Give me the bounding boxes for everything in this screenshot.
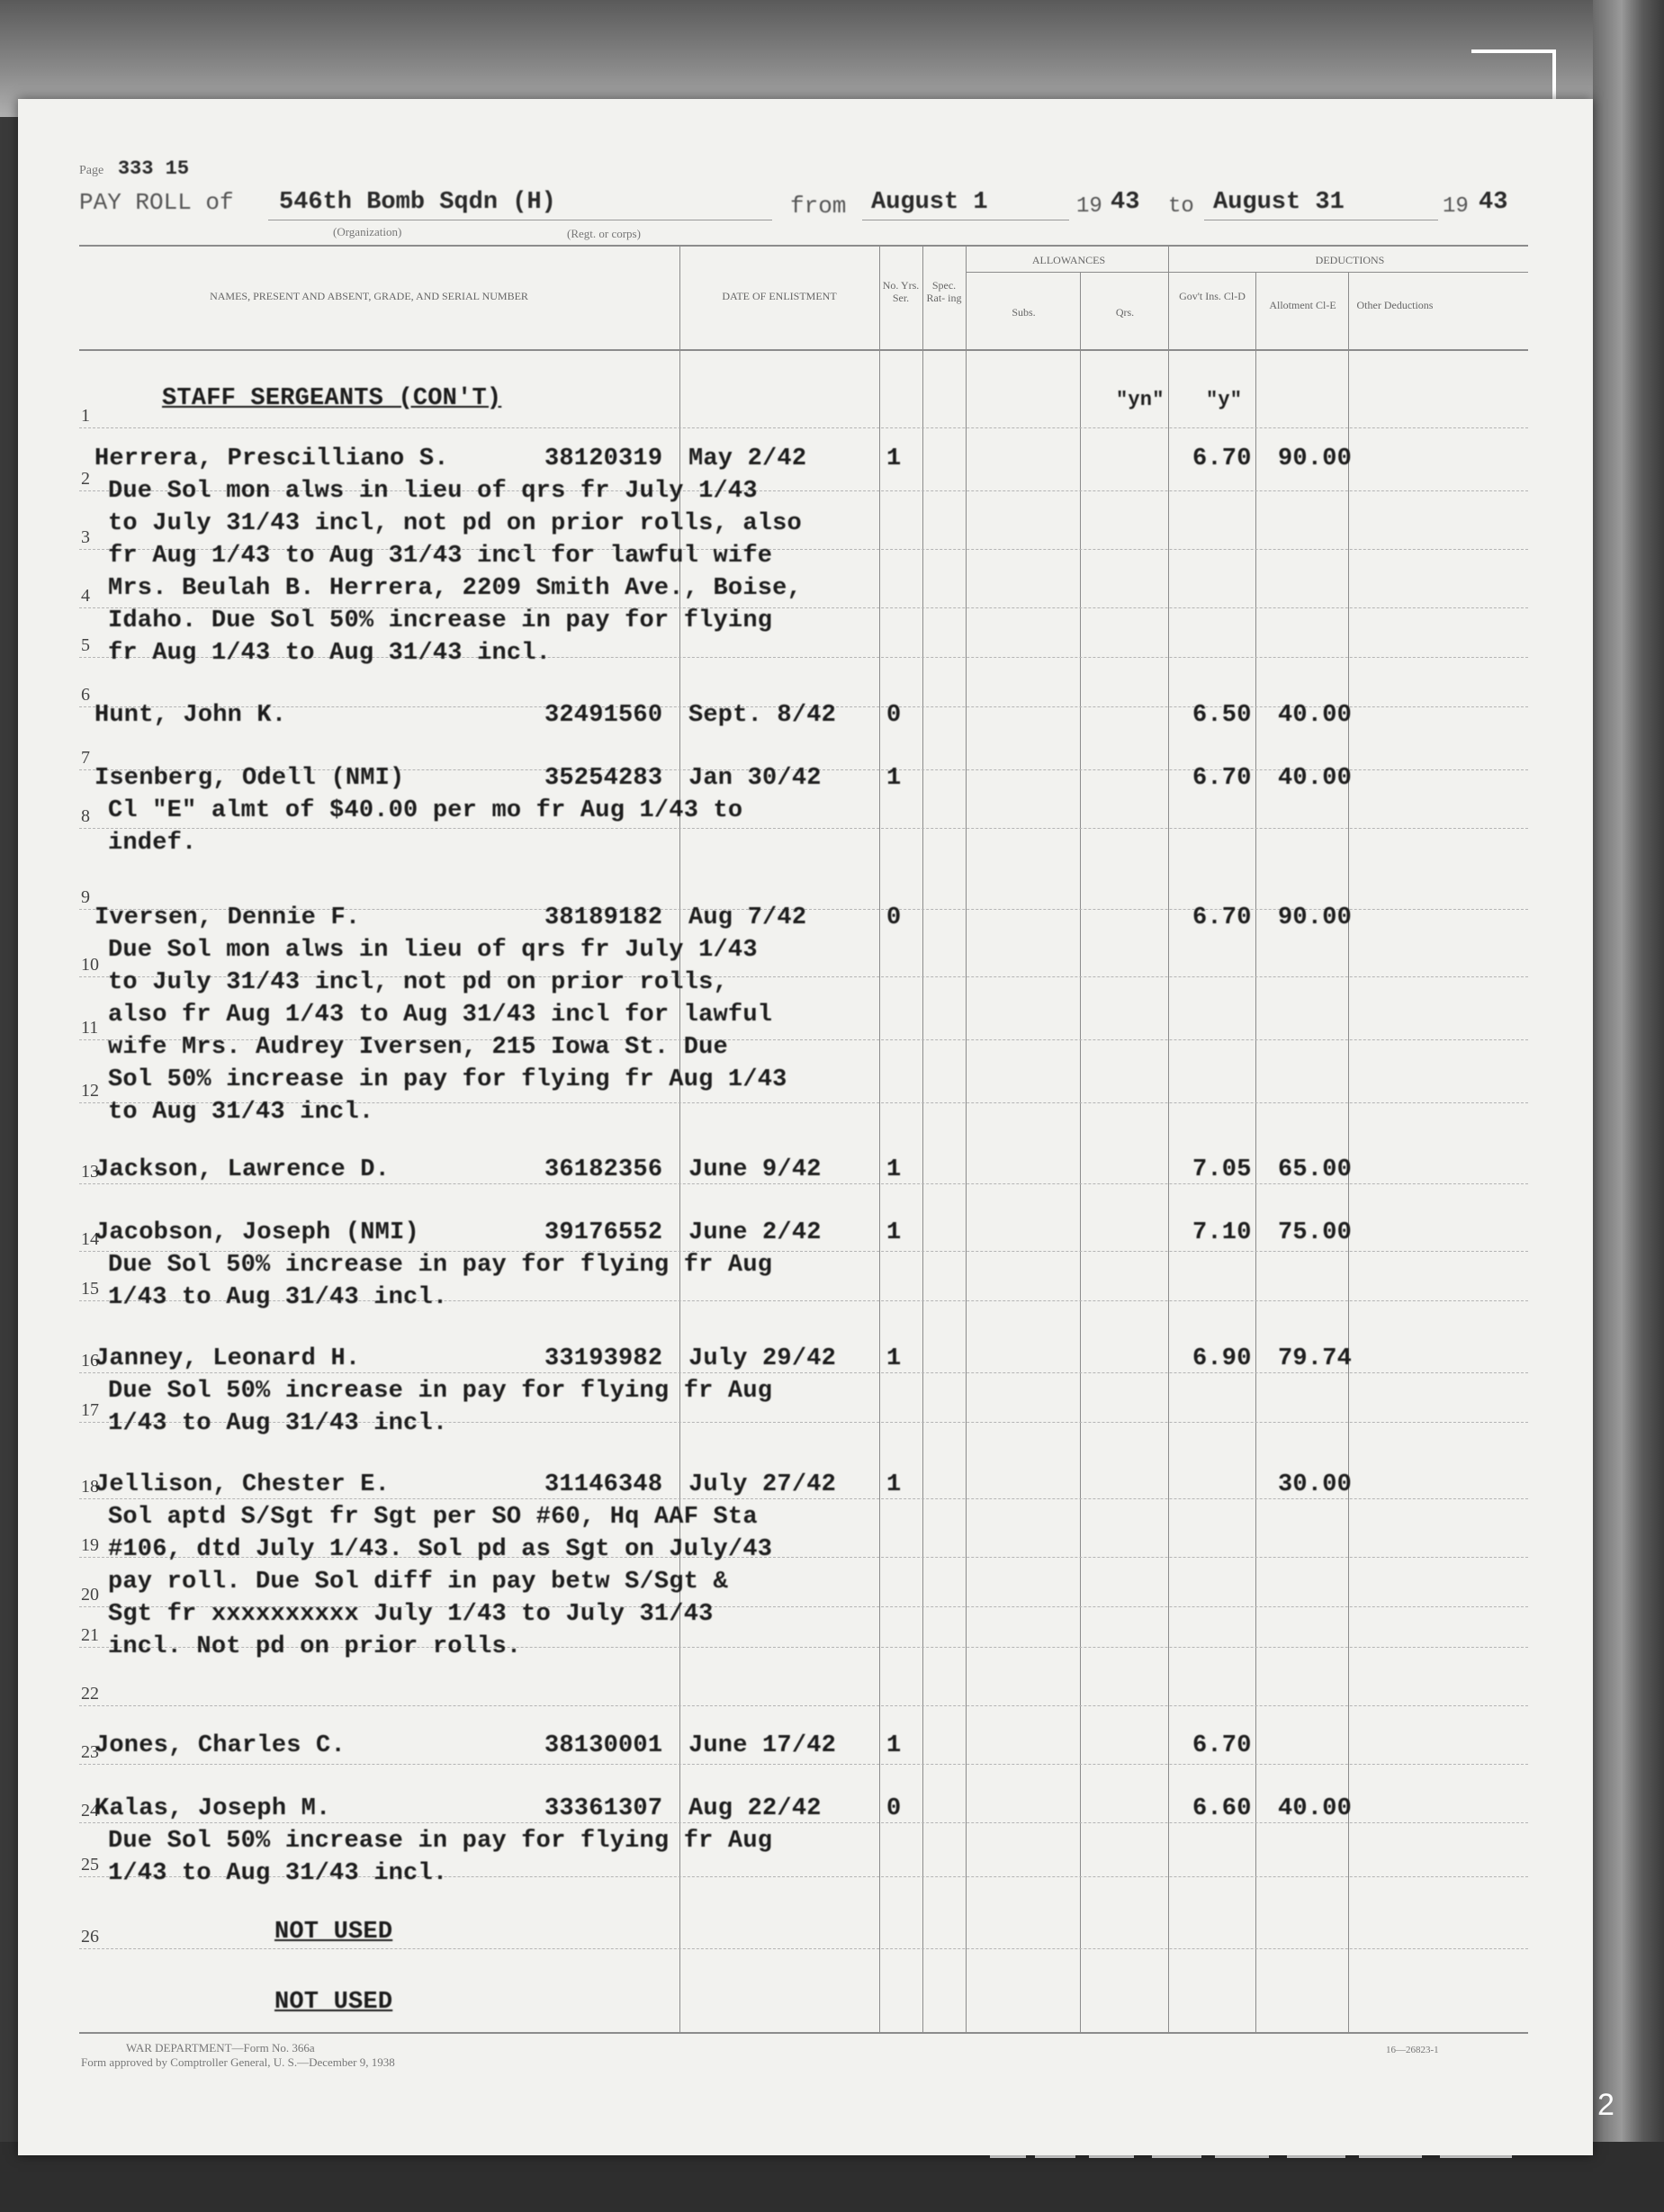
remark-line: Due Sol 50% increase in pay for flying fr Aug <box>108 1252 773 1279</box>
line-number: 2 <box>81 469 90 489</box>
serial-number: 33193982 <box>544 1345 663 1372</box>
remark-line: Idaho. Due Sol 50% increase in pay for flying <box>108 607 773 634</box>
enlistment-date: Sept. 8/42 <box>688 702 837 729</box>
serial-number: 38120319 <box>544 445 663 472</box>
govt-insurance-amount: 6.70 <box>1192 1732 1252 1759</box>
line-number: 17 <box>81 1400 99 1420</box>
sheet-number: 2 <box>1597 2088 1615 2122</box>
serial-number: 38130001 <box>544 1732 663 1759</box>
year-prefix-1: 19 <box>1076 194 1102 219</box>
page-label-row <box>79 157 189 180</box>
enlistment-date: July 29/42 <box>688 1345 837 1372</box>
line-number: 24 <box>81 1801 99 1821</box>
remark-line: Mrs. Beulah B. Herrera, 2209 Smith Ave., Boise, <box>108 575 802 602</box>
ruled-line <box>79 1948 1528 1949</box>
remark-line: Sgt fr xxxxxxxxxx July 1/43 to July 31/43 <box>108 1601 714 1628</box>
col-spec-rating-header: Spec. Rat- ing <box>926 279 962 304</box>
not-used-line-25: NOT USED <box>274 1919 393 1946</box>
ruled-line <box>79 828 1528 829</box>
serial-number: 31146348 <box>544 1471 663 1498</box>
table-bottom-border <box>79 2032 1528 2034</box>
col-allotment-header: Allotment Cl-E <box>1269 299 1336 311</box>
enlistment-date: Aug 7/42 <box>688 904 807 931</box>
deductions-sub-border <box>1168 272 1528 273</box>
years-service: 0 <box>886 1795 902 1822</box>
years-service: 0 <box>886 904 902 931</box>
not-used-line-26: NOT USED <box>274 1989 393 2016</box>
remark-line: wife Mrs. Audrey Iversen, 215 Iowa St. Due <box>108 1034 728 1061</box>
remark-line: Due Sol mon alws in lieu of qrs fr July 1/43 <box>108 937 758 964</box>
enlistment-date: July 27/42 <box>688 1471 837 1498</box>
scan-background-right <box>1593 0 1664 2212</box>
remark-line: also fr Aug 1/43 to Aug 31/43 incl for lawful <box>108 1002 773 1029</box>
serial-number: 32491560 <box>544 702 663 729</box>
enlistment-date: May 2/42 <box>688 445 807 472</box>
line-number: 12 <box>81 1081 99 1101</box>
remark-line: Due Sol 50% increase in pay for flying fr Aug <box>108 1378 773 1405</box>
col-deductions-header: DEDUCTIONS <box>1315 254 1385 266</box>
soldier-name: Herrera, Prescilliano S. <box>94 445 449 472</box>
allotment-amount: 79.74 <box>1278 1345 1353 1372</box>
col-enlistment-header: DATE OF ENLISTMENT <box>722 290 837 302</box>
payroll-header <box>79 189 1537 225</box>
enlistment-date: June 2/42 <box>688 1219 822 1246</box>
years-service: 1 <box>886 1156 902 1183</box>
enlistment-date: June 9/42 <box>688 1156 822 1183</box>
payroll-sheet <box>18 99 1593 2155</box>
corps-caption: (Regt. or corps) <box>567 227 641 240</box>
year-1: 43 <box>1111 189 1140 216</box>
govt-insurance-amount: 6.70 <box>1192 765 1252 792</box>
column-divider <box>879 245 880 2034</box>
soldier-name: Kalas, Joseph M. <box>94 1795 331 1822</box>
years-service: 1 <box>886 1471 902 1498</box>
line-number: 9 <box>81 887 90 907</box>
ruled-line <box>79 1705 1528 1706</box>
soldier-name: Jellison, Chester E. <box>94 1471 391 1498</box>
enlistment-date: June 17/42 <box>688 1732 837 1759</box>
col-subs-header: Subs. <box>1012 306 1036 319</box>
govt-insurance-amount: 6.50 <box>1192 702 1252 729</box>
enlistment-date: Jan 30/42 <box>688 765 822 792</box>
soldier-name: Isenberg, Odell (NMI) <box>94 765 405 792</box>
col-qrs-header: Qrs. <box>1115 306 1135 319</box>
govt-insurance-amount: 7.10 <box>1192 1219 1252 1246</box>
ruled-line <box>79 1822 1528 1823</box>
ruled-line <box>79 427 1528 428</box>
remark-line: pay roll. Due Sol diff in pay betw S/Sgt & <box>108 1569 728 1596</box>
serial-number: 39176552 <box>544 1219 663 1246</box>
years-service: 0 <box>886 702 902 729</box>
line-number: 18 <box>81 1477 99 1497</box>
column-divider <box>1080 272 1081 2034</box>
payroll-title: PAY ROLL of <box>79 189 234 216</box>
govt-insurance-amount: 6.60 <box>1192 1795 1252 1822</box>
remark-line: #106, dtd July 1/43. Sol pd as Sgt on July/43 <box>108 1536 773 1563</box>
line-number: 5 <box>81 635 90 655</box>
line-number: 6 <box>81 685 90 705</box>
line-number: 19 <box>81 1535 99 1555</box>
soldier-name: Hunt, John K. <box>94 702 287 729</box>
remark-line: Cl "E" almt of $40.00 per mo fr Aug 1/43 to <box>108 797 743 824</box>
soldier-name: Janney, Leonard H. <box>94 1345 361 1372</box>
soldier-name: Iversen, Dennie F. <box>94 904 361 931</box>
year-prefix-2: 19 <box>1443 194 1469 219</box>
print-code: 16—26823-1 <box>1386 2045 1439 2055</box>
remark-line: Sol aptd S/Sgt fr Sgt per SO #60, Hq AAF Sta <box>108 1504 758 1531</box>
page-number: 333 15 <box>117 157 190 180</box>
serial-number: 35254283 <box>544 765 663 792</box>
form-number: WAR DEPARTMENT—Form No. 366a <box>126 2041 315 2055</box>
remark-line: to July 31/43 incl, not pd on prior rolls, <box>108 969 728 996</box>
ruled-line <box>79 1372 1528 1373</box>
remark-line: fr Aug 1/43 to Aug 31/43 incl. <box>108 640 552 667</box>
remark-line: indef. <box>108 830 197 857</box>
remark-line: Sol 50% increase in pay for flying fr Aug 1/43 <box>108 1066 787 1093</box>
line-number: 3 <box>81 527 90 547</box>
ruled-line <box>79 1764 1528 1765</box>
remark-line: to July 31/43 incl, not pd on prior rolls, also <box>108 510 802 537</box>
col-years-header: No. Yrs. Ser. <box>882 279 920 304</box>
years-service: 1 <box>886 1732 902 1759</box>
column-divider <box>1255 272 1256 2034</box>
line-number: 11 <box>81 1018 99 1038</box>
allotment-amount: 90.00 <box>1278 445 1353 472</box>
years-service: 1 <box>886 445 902 472</box>
column-divider <box>1168 245 1169 2034</box>
page-label: Page <box>79 164 104 177</box>
govt-insurance-amount: 7.05 <box>1192 1156 1252 1183</box>
line-number: 1 <box>81 406 90 426</box>
ruled-line <box>79 1498 1528 1499</box>
line-number: 13 <box>81 1162 99 1182</box>
allotment-amount: 65.00 <box>1278 1156 1353 1183</box>
organization: 546th Bomb Sqdn (H) <box>279 189 556 216</box>
column-divider <box>966 245 967 2034</box>
line-number: 23 <box>81 1742 99 1762</box>
year-2: 43 <box>1479 189 1508 216</box>
remark-line: incl. Not pd on prior rolls. <box>108 1633 522 1660</box>
govt-insurance-amount: 6.90 <box>1192 1345 1252 1372</box>
remark-line: Due Sol mon alws in lieu of qrs fr July 1/43 <box>108 478 758 505</box>
table-top-border <box>79 245 1528 247</box>
line-number: 8 <box>81 806 90 826</box>
years-service: 1 <box>886 765 902 792</box>
line-number: 26 <box>81 1927 99 1947</box>
line-number: 15 <box>81 1279 99 1299</box>
allotment-amount: 75.00 <box>1278 1219 1353 1246</box>
col-other-header: Other Deductions <box>1356 299 1434 311</box>
remark-line: 1/43 to Aug 31/43 incl. <box>108 1860 448 1887</box>
column-divider <box>922 245 923 2034</box>
line-number: 14 <box>81 1229 99 1249</box>
line-number: 4 <box>81 586 90 606</box>
line-number: 22 <box>81 1684 99 1704</box>
serial-number: 36182356 <box>544 1156 663 1183</box>
organization-caption: (Organization) <box>333 225 402 238</box>
remark-line: to Aug 31/43 incl. <box>108 1099 374 1126</box>
serial-number: 38189182 <box>544 904 663 931</box>
col-allowances-header: ALLOWANCES <box>1031 254 1106 266</box>
remark-line: Due Sol 50% increase in pay for flying fr Aug <box>108 1828 773 1855</box>
remark-line: 1/43 to Aug 31/43 incl. <box>108 1410 448 1437</box>
line-number: 16 <box>81 1351 99 1371</box>
line-number: 21 <box>81 1625 99 1645</box>
col-govt-ins-header: Gov't Ins. Cl-D <box>1179 290 1246 302</box>
allotment-amount: 40.00 <box>1278 765 1353 792</box>
from-date: August 1 <box>871 189 988 216</box>
line-number: 7 <box>81 748 90 768</box>
ins-ditto-mark: "y" <box>1206 389 1243 411</box>
section-heading: STAFF SERGEANTS (CON'T) <box>162 385 502 412</box>
line-number: 25 <box>81 1855 99 1875</box>
soldier-name: Jackson, Lawrence D. <box>94 1156 391 1183</box>
allotment-amount: 90.00 <box>1278 904 1353 931</box>
allotment-amount: 40.00 <box>1278 702 1353 729</box>
from-label: from <box>790 193 847 220</box>
remark-line: fr Aug 1/43 to Aug 31/43 incl for lawful wife <box>108 543 773 570</box>
soldier-name: Jones, Charles C. <box>94 1732 346 1759</box>
line-number: 20 <box>81 1585 99 1605</box>
ruled-line <box>79 1183 1528 1184</box>
govt-insurance-amount: 6.70 <box>1192 904 1252 931</box>
table-header-border <box>79 349 1528 351</box>
enlistment-date: Aug 22/42 <box>688 1795 822 1822</box>
remark-line: 1/43 to Aug 31/43 incl. <box>108 1284 448 1311</box>
form-approval: Form approved by Comptroller General, U. S.—December 9, 1938 <box>81 2055 395 2069</box>
col-names-header: NAMES, PRESENT AND ABSENT, GRADE, AND SERIAL NUMBER <box>210 290 528 302</box>
soldier-name: Jacobson, Joseph (NMI) <box>94 1219 419 1246</box>
serial-number: 33361307 <box>544 1795 663 1822</box>
allotment-amount: 40.00 <box>1278 1795 1353 1822</box>
to-date: August 31 <box>1213 189 1345 216</box>
years-service: 1 <box>886 1345 902 1372</box>
qrs-ditto-mark: "yn" <box>1116 389 1165 411</box>
years-service: 1 <box>886 1219 902 1246</box>
govt-insurance-amount: 6.70 <box>1192 445 1252 472</box>
to-label: to <box>1168 194 1194 219</box>
column-divider <box>1348 272 1349 2034</box>
allotment-amount: 30.00 <box>1278 1471 1353 1498</box>
line-number: 10 <box>81 955 99 975</box>
